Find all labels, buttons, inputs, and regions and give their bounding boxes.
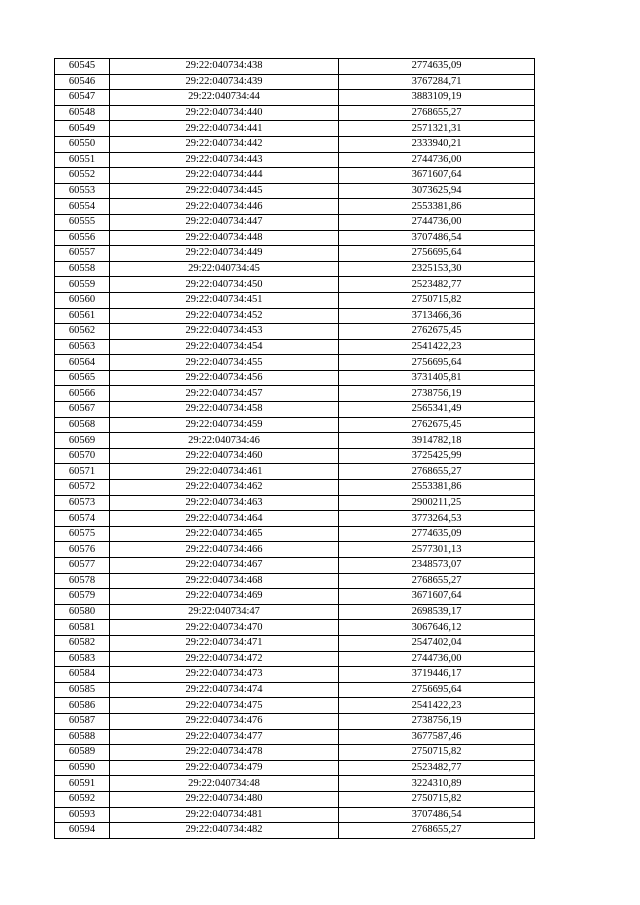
- cadastral-value-cell: 2553381,86: [339, 480, 535, 496]
- row-number-cell: 60567: [55, 402, 110, 418]
- cadastral-value-cell: 2698539,17: [339, 604, 535, 620]
- cadastral-number-cell: 29:22:040734:461: [110, 464, 339, 480]
- cadastral-value-cell: 3671607,64: [339, 589, 535, 605]
- cadastral-value-cell: 3671607,64: [339, 168, 535, 184]
- table-row: [55, 386, 535, 402]
- table-row: [55, 355, 535, 371]
- row-number-cell: 60558: [55, 261, 110, 277]
- row-number-cell: 60591: [55, 776, 110, 792]
- table-row: [55, 682, 535, 698]
- row-number-cell: 60575: [55, 526, 110, 542]
- table-row: [55, 729, 535, 745]
- table-row: [55, 791, 535, 807]
- cadastral-number-cell: 29:22:040734:446: [110, 199, 339, 215]
- cadastral-number-cell: 29:22:040734:445: [110, 183, 339, 199]
- cadastral-value-cell: 3073625,94: [339, 183, 535, 199]
- cadastral-number-cell: 29:22:040734:451: [110, 292, 339, 308]
- cadastral-value-cell: 3677587,46: [339, 729, 535, 745]
- row-number-cell: 60584: [55, 667, 110, 683]
- cadastral-number-cell: 29:22:040734:47: [110, 604, 339, 620]
- cadastral-value-cell: 2900211,25: [339, 495, 535, 511]
- table-row: [55, 261, 535, 277]
- table-row: [55, 246, 535, 262]
- cadastral-number-cell: 29:22:040734:457: [110, 386, 339, 402]
- table-row: [55, 604, 535, 620]
- cadastral-number-cell: 29:22:040734:44: [110, 90, 339, 106]
- row-number-cell: 60589: [55, 745, 110, 761]
- row-number-cell: 60581: [55, 620, 110, 636]
- cadastral-value-cell: 2774635,09: [339, 59, 535, 75]
- cadastral-number-cell: 29:22:040734:471: [110, 635, 339, 651]
- cadastral-number-cell: 29:22:040734:475: [110, 698, 339, 714]
- row-number-cell: 60588: [55, 729, 110, 745]
- table-row: [55, 511, 535, 527]
- table-row: [55, 464, 535, 480]
- table-row: [55, 807, 535, 823]
- row-number-cell: 60578: [55, 573, 110, 589]
- row-number-cell: 60561: [55, 308, 110, 324]
- row-number-cell: 60560: [55, 292, 110, 308]
- table-row: [55, 370, 535, 386]
- row-number-cell: 60553: [55, 183, 110, 199]
- cadastral-number-cell: 29:22:040734:478: [110, 745, 339, 761]
- cadastral-number-cell: 29:22:040734:45: [110, 261, 339, 277]
- cadastral-value-cell: 2333940,21: [339, 136, 535, 152]
- cadastral-number-cell: 29:22:040734:459: [110, 417, 339, 433]
- cadastral-value-cell: 3725425,99: [339, 448, 535, 464]
- cadastral-number-cell: 29:22:040734:452: [110, 308, 339, 324]
- row-number-cell: 60551: [55, 152, 110, 168]
- cadastral-value-cell: 2348573,07: [339, 558, 535, 574]
- cadastral-value-cell: 3773264,53: [339, 511, 535, 527]
- cadastral-number-cell: 29:22:040734:439: [110, 74, 339, 90]
- cadastral-value-cell: 2553381,86: [339, 199, 535, 215]
- row-number-cell: 60582: [55, 635, 110, 651]
- row-number-cell: 60572: [55, 480, 110, 496]
- cadastral-value-cell: 2768655,27: [339, 464, 535, 480]
- row-number-cell: 60593: [55, 807, 110, 823]
- table-row: [55, 59, 535, 75]
- cadastral-value-cell: 2768655,27: [339, 823, 535, 839]
- table-row: [55, 74, 535, 90]
- row-number-cell: 60562: [55, 324, 110, 340]
- row-number-cell: 60590: [55, 760, 110, 776]
- table-row: [55, 121, 535, 137]
- table-row: [55, 277, 535, 293]
- cadastral-number-cell: 29:22:040734:474: [110, 682, 339, 698]
- cadastral-value-cell: 2571321,31: [339, 121, 535, 137]
- row-number-cell: 60548: [55, 105, 110, 121]
- cadastral-number-cell: 29:22:040734:444: [110, 168, 339, 184]
- cadastral-number-cell: 29:22:040734:465: [110, 526, 339, 542]
- row-number-cell: 60566: [55, 386, 110, 402]
- row-number-cell: 60576: [55, 542, 110, 558]
- cadastral-value-cell: 3731405,81: [339, 370, 535, 386]
- cadastral-value-cell: 2762675,45: [339, 417, 535, 433]
- cadastral-value-cell: 2744736,00: [339, 152, 535, 168]
- cadastral-value-cell: 2547402,04: [339, 635, 535, 651]
- cadastral-number-cell: 29:22:040734:450: [110, 277, 339, 293]
- row-number-cell: 60568: [55, 417, 110, 433]
- cadastral-value-cell: 2774635,09: [339, 526, 535, 542]
- cadastral-value-cell: 2768655,27: [339, 573, 535, 589]
- cadastral-number-cell: 29:22:040734:463: [110, 495, 339, 511]
- cadastral-number-cell: 29:22:040734:467: [110, 558, 339, 574]
- row-number-cell: 60559: [55, 277, 110, 293]
- cadastral-number-cell: 29:22:040734:48: [110, 776, 339, 792]
- row-number-cell: 60592: [55, 791, 110, 807]
- cadastral-value-cell: 2750715,82: [339, 745, 535, 761]
- table-row: [55, 635, 535, 651]
- table-row: [55, 620, 535, 636]
- cadastral-value-cell: 2325153,30: [339, 261, 535, 277]
- row-number-cell: 60547: [55, 90, 110, 106]
- cadastral-number-cell: 29:22:040734:438: [110, 59, 339, 75]
- cadastral-number-cell: 29:22:040734:472: [110, 651, 339, 667]
- row-number-cell: 60563: [55, 339, 110, 355]
- cadastral-number-cell: 29:22:040734:456: [110, 370, 339, 386]
- cadastral-number-cell: 29:22:040734:458: [110, 402, 339, 418]
- cadastral-number-cell: 29:22:040734:443: [110, 152, 339, 168]
- cadastral-value-cell: 2750715,82: [339, 292, 535, 308]
- table-row: [55, 760, 535, 776]
- row-number-cell: 60564: [55, 355, 110, 371]
- cadastral-value-cell: 2744736,00: [339, 214, 535, 230]
- cadastral-value-cell: 2541422,23: [339, 339, 535, 355]
- cadastral-value-table: [54, 58, 535, 839]
- cadastral-number-cell: 29:22:040734:447: [110, 214, 339, 230]
- table-row: [55, 495, 535, 511]
- table-row: [55, 542, 535, 558]
- cadastral-number-cell: 29:22:040734:477: [110, 729, 339, 745]
- table-row: [55, 417, 535, 433]
- row-number-cell: 60545: [55, 59, 110, 75]
- row-number-cell: 60570: [55, 448, 110, 464]
- cadastral-value-cell: 2768655,27: [339, 105, 535, 121]
- cadastral-number-cell: 29:22:040734:476: [110, 713, 339, 729]
- table-row: [55, 324, 535, 340]
- cadastral-value-cell: 2523482,77: [339, 277, 535, 293]
- cadastral-number-cell: 29:22:040734:479: [110, 760, 339, 776]
- row-number-cell: 60585: [55, 682, 110, 698]
- row-number-cell: 60569: [55, 433, 110, 449]
- cadastral-value-cell: 2750715,82: [339, 791, 535, 807]
- cadastral-number-cell: 29:22:040734:442: [110, 136, 339, 152]
- table-row: [55, 776, 535, 792]
- table-row: [55, 573, 535, 589]
- table-row: [55, 448, 535, 464]
- cadastral-number-cell: 29:22:040734:464: [110, 511, 339, 527]
- table-row: [55, 526, 535, 542]
- cadastral-number-cell: 29:22:040734:481: [110, 807, 339, 823]
- row-number-cell: 60579: [55, 589, 110, 605]
- table-row: [55, 214, 535, 230]
- row-number-cell: 60556: [55, 230, 110, 246]
- table-row: [55, 698, 535, 714]
- cadastral-value-cell: 3767284,71: [339, 74, 535, 90]
- cadastral-number-cell: 29:22:040734:440: [110, 105, 339, 121]
- cadastral-number-cell: 29:22:040734:449: [110, 246, 339, 262]
- row-number-cell: 60587: [55, 713, 110, 729]
- table-row: [55, 168, 535, 184]
- cadastral-number-cell: 29:22:040734:46: [110, 433, 339, 449]
- table-row: [55, 745, 535, 761]
- row-number-cell: 60550: [55, 136, 110, 152]
- table-row: [55, 105, 535, 121]
- cadastral-value-cell: 2738756,19: [339, 713, 535, 729]
- cadastral-value-cell: 2738756,19: [339, 386, 535, 402]
- row-number-cell: 60552: [55, 168, 110, 184]
- cadastral-value-cell: 2756695,64: [339, 355, 535, 371]
- row-number-cell: 60554: [55, 199, 110, 215]
- cadastral-number-cell: 29:22:040734:482: [110, 823, 339, 839]
- cadastral-number-cell: 29:22:040734:480: [110, 791, 339, 807]
- cadastral-value-cell: 2756695,64: [339, 682, 535, 698]
- cadastral-number-cell: 29:22:040734:469: [110, 589, 339, 605]
- row-number-cell: 60571: [55, 464, 110, 480]
- table-row: [55, 292, 535, 308]
- row-number-cell: 60549: [55, 121, 110, 137]
- cadastral-number-cell: 29:22:040734:453: [110, 324, 339, 340]
- table-row: [55, 433, 535, 449]
- table-row: [55, 823, 535, 839]
- cadastral-number-cell: 29:22:040734:448: [110, 230, 339, 246]
- table-row: [55, 339, 535, 355]
- cadastral-number-cell: 29:22:040734:454: [110, 339, 339, 355]
- table-row: [55, 308, 535, 324]
- table-row: [55, 667, 535, 683]
- table-row: [55, 136, 535, 152]
- cadastral-value-cell: 3224310,89: [339, 776, 535, 792]
- cadastral-number-cell: 29:22:040734:466: [110, 542, 339, 558]
- cadastral-value-cell: 2762675,45: [339, 324, 535, 340]
- cadastral-value-cell: 3707486,54: [339, 230, 535, 246]
- cadastral-number-cell: 29:22:040734:473: [110, 667, 339, 683]
- cadastral-number-cell: 29:22:040734:455: [110, 355, 339, 371]
- table-body: [55, 59, 535, 839]
- row-number-cell: 60580: [55, 604, 110, 620]
- cadastral-value-cell: 2565341,49: [339, 402, 535, 418]
- cadastral-value-cell: 3067646,12: [339, 620, 535, 636]
- cadastral-number-cell: 29:22:040734:460: [110, 448, 339, 464]
- row-number-cell: 60594: [55, 823, 110, 839]
- table-row: [55, 152, 535, 168]
- cadastral-value-cell: 2744736,00: [339, 651, 535, 667]
- row-number-cell: 60574: [55, 511, 110, 527]
- table-row: [55, 651, 535, 667]
- cadastral-value-cell: 3713466,36: [339, 308, 535, 324]
- row-number-cell: 60555: [55, 214, 110, 230]
- table-row: [55, 230, 535, 246]
- cadastral-value-cell: 2756695,64: [339, 246, 535, 262]
- cadastral-number-cell: 29:22:040734:468: [110, 573, 339, 589]
- cadastral-number-cell: 29:22:040734:470: [110, 620, 339, 636]
- row-number-cell: 60586: [55, 698, 110, 714]
- table-row: [55, 402, 535, 418]
- row-number-cell: 60573: [55, 495, 110, 511]
- row-number-cell: 60546: [55, 74, 110, 90]
- cadastral-value-cell: 3883109,19: [339, 90, 535, 106]
- row-number-cell: 60583: [55, 651, 110, 667]
- table-row: [55, 199, 535, 215]
- table-row: [55, 480, 535, 496]
- cadastral-value-cell: 3719446,17: [339, 667, 535, 683]
- cadastral-value-cell: 3707486,54: [339, 807, 535, 823]
- row-number-cell: 60557: [55, 246, 110, 262]
- table-row: [55, 558, 535, 574]
- cadastral-number-cell: 29:22:040734:462: [110, 480, 339, 496]
- row-number-cell: 60577: [55, 558, 110, 574]
- table-row: [55, 589, 535, 605]
- cadastral-value-cell: 3914782,18: [339, 433, 535, 449]
- row-number-cell: 60565: [55, 370, 110, 386]
- cadastral-number-cell: 29:22:040734:441: [110, 121, 339, 137]
- cadastral-value-cell: 2541422,23: [339, 698, 535, 714]
- cadastral-value-cell: 2577301,13: [339, 542, 535, 558]
- cadastral-value-cell: 2523482,77: [339, 760, 535, 776]
- table-row: [55, 713, 535, 729]
- table-row: [55, 183, 535, 199]
- table-row: [55, 90, 535, 106]
